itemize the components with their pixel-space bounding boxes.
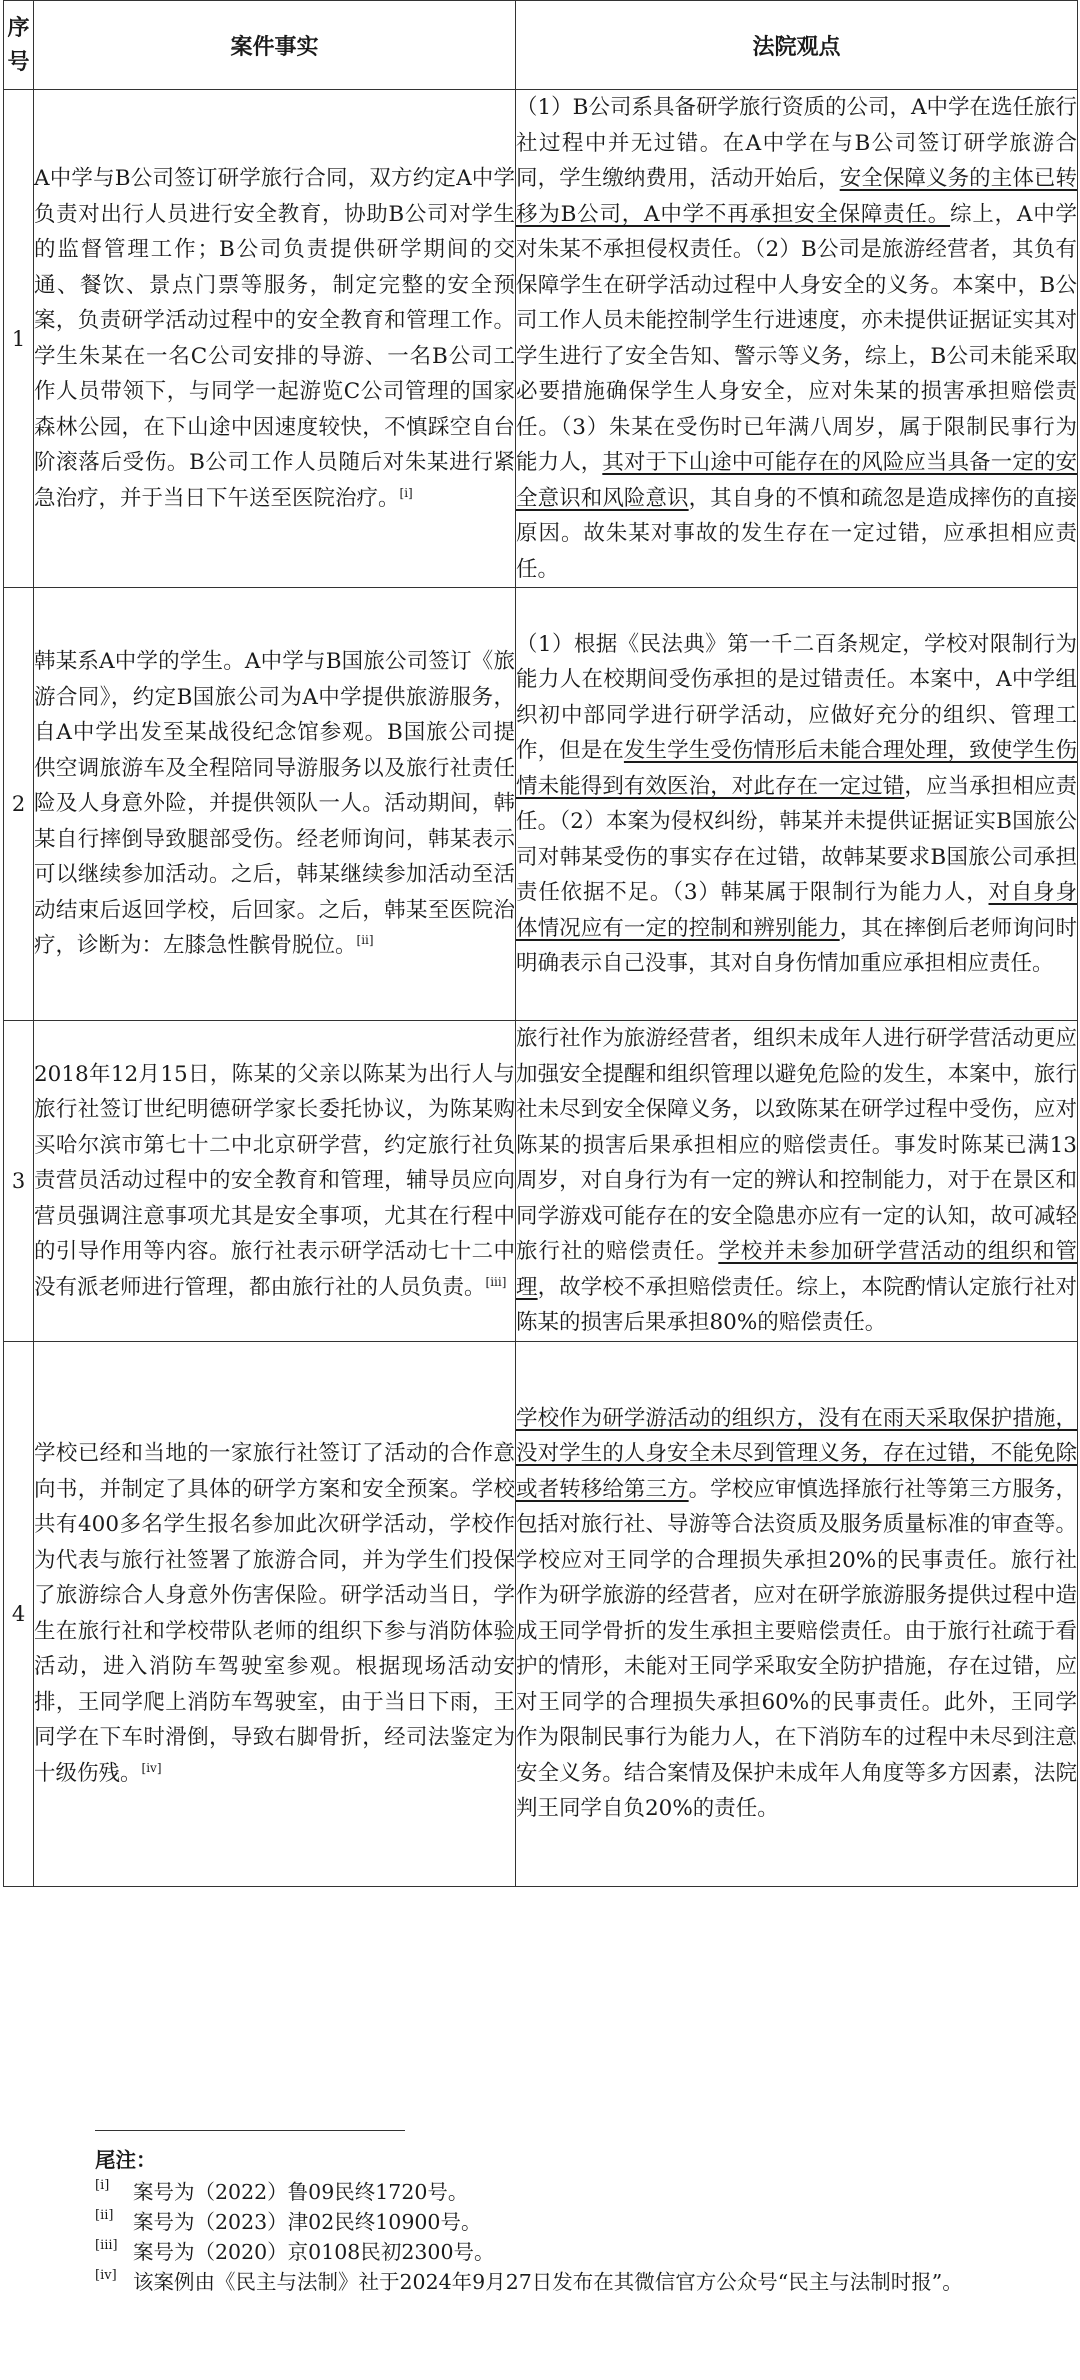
- case-row: [4, 1021, 1078, 1342]
- court-view-text: ，其自身的不慎和疏忽是造成摔伤的直接原因。故朱某对事故的发生存在一定过错，应承担相应责任。: [516, 485, 1077, 582]
- case-number: 1: [4, 90, 34, 588]
- endnotes: [95, 2130, 995, 2297]
- court-view: [516, 1021, 1078, 1342]
- court-view: [516, 90, 1078, 588]
- case-fact-text: 韩某系A中学的学生。A中学与B国旅公司签订《旅游合同》，约定B国旅公司为A中学提供旅游服务，自A中学出发至某战役纪念馆参观。B国旅公司提供空调旅游车及全程陪同导游服务以及旅行社责任险及人身意外险，并提供领队一人。活动期间，韩某自行摔倒导致腿部受伤。经老师询问，韩某表示可以继续参加活动。之后，韩某继续参加活动至活动结束后返回学校，后回家。之后，韩某至医院治疗，诊断为：左膝急性髌骨脱位。: [34, 649, 515, 959]
- footnote-mark: [ii]: [356, 933, 374, 948]
- endnote-text: 案号为（2023）津02民终10900号。: [133, 2210, 482, 2234]
- cases-table: [3, 0, 1078, 1887]
- case-fact: [34, 90, 516, 588]
- court-view-text: ，故学校不承担赔偿责任。综上，本院酌情认定旅行社对陈某的损害后果承担80%的赔偿责任。: [516, 1274, 1077, 1335]
- footnote-mark: [i]: [399, 485, 413, 500]
- endnote-mark: [iv]: [95, 2268, 117, 2283]
- court-view-text: ，应当承担相应责任。（2）本案为侵权纠纷，韩某并未提供证据证实B国旅公司对韩某受伤的事实存在过错，故韩某要求B国旅公司承担责任依据不足。（3）韩某属于限制行为能力人，: [516, 773, 1077, 905]
- court-view-underlined: 发生学生受伤情形后未能合理处理，致使学生伤情未能得到有效医治，对此存在一定过错: [516, 738, 1077, 799]
- endnote-item: [95, 2237, 995, 2267]
- endnote-mark: [ii]: [95, 2208, 114, 2223]
- case-row: [4, 1341, 1078, 1886]
- endnote-text: 该案例由《民主与法制》社于2024年9月27日发布在其微信官方公众号“民主与法制时报”。: [133, 2270, 963, 2294]
- court-view-underlined: 对自身身体情况应有一定的控制和辨别能力: [516, 880, 1077, 941]
- header-row: [4, 1, 1078, 90]
- case-fact: [34, 1341, 516, 1886]
- case-row: [4, 90, 1078, 588]
- court-view-underlined: 学校作为研学游活动的组织方，没有在雨天采取保护措施，没对学生的人身安全未尽到管理义务，存在过错，不能免除或者转移给第三方: [516, 1405, 1077, 1502]
- endnotes-title: 尾注：: [95, 2148, 157, 2172]
- court-view-text: 。学校应审慎选择旅行社等第三方服务，包括对旅行社、导游等合法资质及服务质量标准的审查等。学校应对王同学的合理损失承担20%的民事责任。旅行社作为研学旅游的经营者，应对在研学旅游服务提供过程中造成王同学骨折的发生承担主要赔偿责任。由于旅行社疏于看护的情形，未能对王同学采取安全防护措施，存在过错，应对王同学的合理损失承担60%的民事责任。此外，王同学作为限制民事行为能力人，在下消防车的过程中未尽到注意安全义务。结合案情及保护未成年人角度等多方因素，法院判王同学自负20%的责任。: [516, 1476, 1077, 1821]
- endnote-text: 案号为（2020）京0108民初2300号。: [133, 2240, 495, 2264]
- case-number: 2: [4, 588, 34, 1021]
- court-view: [516, 588, 1078, 1021]
- header-view: 法院观点: [516, 1, 1078, 90]
- court-view-text: （1）根据《民法典》第一千二百条规定，学校对限制行为能力人在校期间受伤承担的是过错责任。本案中，A中学组织初中部同学进行研学活动，应做好充分的组织、管理工作，但是在: [516, 631, 1077, 763]
- header-fact: 案件事实: [34, 1, 516, 90]
- court-view-underlined: 其对于下山途中可能存在的风险应当具备一定的安全意识和风险意识: [516, 450, 1077, 511]
- case-fact-text: 2018年12月15日，陈某的父亲以陈某为出行人与旅行社签订世纪明德研学家长委托协议，为陈某购买哈尔滨市第七十二中北京研学营，约定旅行社负责营员活动过程中的安全教育和管理，辅导员应向营员强调注意事项尤其是安全事项，尤其在行程中的引导作用等内容。旅行社表示研学活动七十二中没有派老师进行管理，都由旅行社的人员负责。: [34, 1061, 515, 1300]
- endnote-text: 案号为（2022）鲁09民终1720号。: [133, 2180, 469, 2204]
- case-fact: [34, 588, 516, 1021]
- court-view-text: 综上，A中学对朱某不承担侵权责任。（2）B公司是旅游经营者，其负有保障学生在研学活动过程中人身安全的义务。本案中，B公司工作人员未能控制学生行进速度，亦未提供证据证实其对学生进行了安全告知、警示等义务，综上，B公司未能采取必要措施确保学生人身安全，应对朱某的损害承担赔偿责任。（3）朱某在受伤时已年满八周岁，属于限制民事行为能力人，: [516, 201, 1078, 475]
- footnote-mark: [iv]: [141, 1760, 162, 1775]
- case-fact-text: 学校已经和当地的一家旅行社签订了活动的合作意向书，并制定了具体的研学方案和安全预案。学校共有400多名学生报名参加此次研学活动，学校作为代表与旅行社签署了旅游合同，并为学生们投保了旅游综合人身意外伤害保险。研学活动当日，学生在旅行社和学校带队老师的组织下参与消防体验活动，进入消防车驾驶室参观。根据现场活动安排，王同学爬上消防车驾驶室，由于当日下雨，王同学在下车时滑倒，导致右脚骨折，经司法鉴定为十级伤残。: [34, 1441, 515, 1786]
- endnote-item: [95, 2177, 995, 2207]
- case-row: [4, 588, 1078, 1021]
- court-view-text: 旅行社作为旅游经营者，组织未成年人进行研学营活动更应加强安全提醒和组织管理以避免危险的发生，本案中，旅行社未尽到安全保障义务，以致陈某在研学过程中受伤，应对陈某的损害后果承担相应的赔偿责任。事发时陈某已满13周岁，对自身行为有一定的辨认和控制能力，对于在景区和同学游戏可能存在的安全隐患亦应有一定的认知，故可减轻旅行社的赔偿责任。: [516, 1026, 1077, 1264]
- case-number: 4: [4, 1341, 34, 1886]
- court-view-underlined: 安全保障义务的主体已转移为B公司，A中学不再承担安全保障责任。: [516, 166, 1077, 227]
- case-number: 3: [4, 1021, 34, 1342]
- case-fact-text: A中学与B公司签订研学旅行合同，双方约定A中学负责对出行人员进行安全教育，协助B公司对学生的监督管理工作；B公司负责提供研学期间的交通、餐饮、景点门票等服务，制定完整的安全预案，负责研学活动过程中的安全教育和管理工作。学生朱某在一名C公司安排的导游、一名B公司工作人员带领下，与同学一起游览C公司管理的国家森林公园，在下山途中因速度较快，不慎踩空自台阶滚落后受伤。B公司工作人员随后对朱某进行紧急治疗，并于当日下午送至医院治疗。: [34, 166, 515, 511]
- court-view: [516, 1341, 1078, 1886]
- court-view-text: （1）B公司系具备研学旅行资质的公司，A中学在选任旅行社过程中并无过错。在A中学在与B公司签订研学旅游合同，学生缴纳费用，活动开始后，: [516, 95, 1078, 191]
- endnote-mark: [iii]: [95, 2238, 118, 2253]
- endnote-item: [95, 2207, 995, 2237]
- endnote-item: [95, 2267, 995, 2297]
- case-fact: [34, 1021, 516, 1342]
- endnote-mark: [i]: [95, 2178, 110, 2193]
- endnotes-divider: [95, 2130, 405, 2131]
- court-view-text: ，其在摔倒后老师询问时明确表示自己没事，其对自身伤情加重应承担相应责任。: [516, 915, 1077, 976]
- header-no: 序号: [4, 1, 34, 90]
- court-view-underlined: 学校并未参加研学营活动的组织和管理: [516, 1239, 1077, 1300]
- footnote-mark: [iii]: [485, 1274, 507, 1289]
